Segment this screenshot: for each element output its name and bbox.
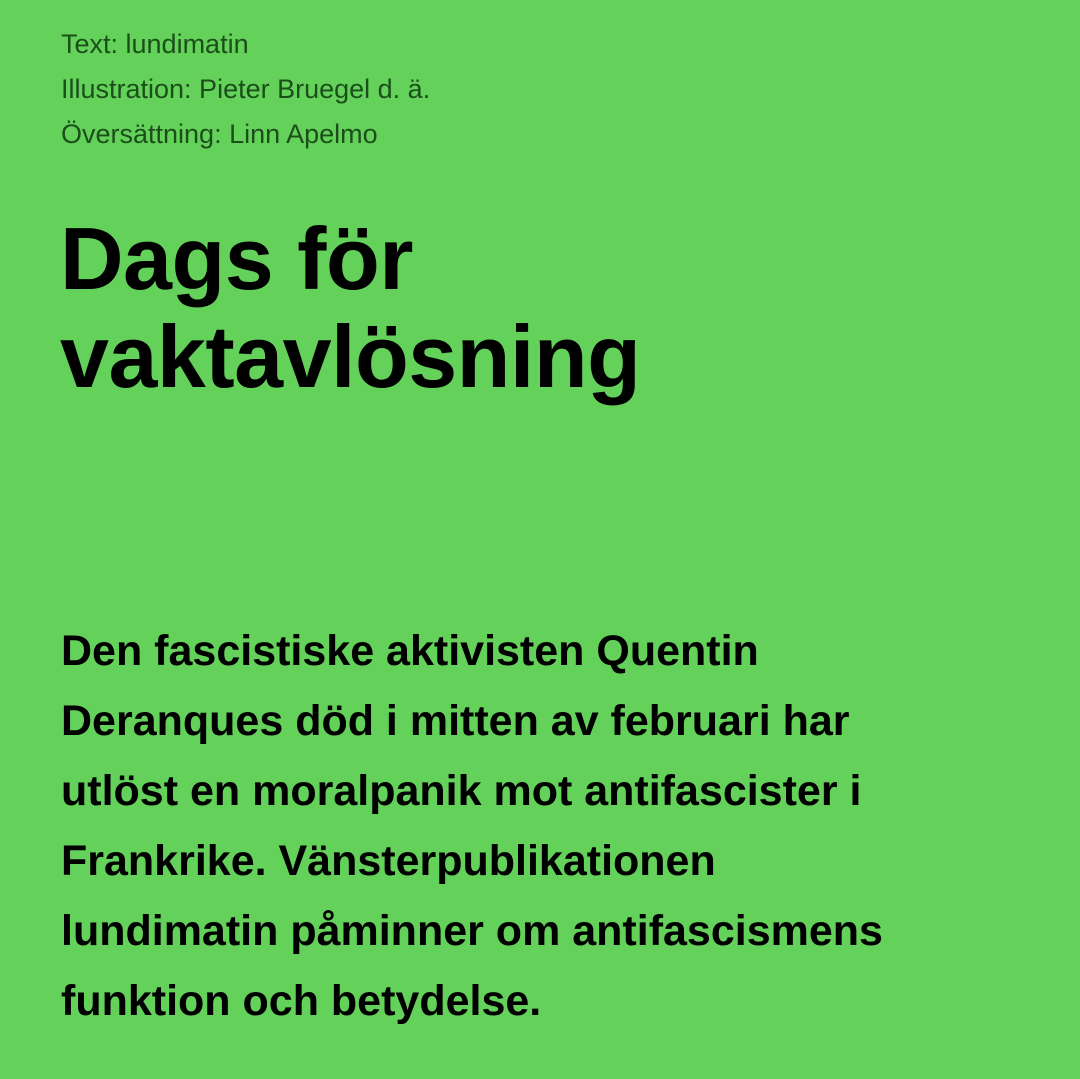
article-title-line-2: vaktavlösning	[60, 307, 641, 406]
article-title	[60, 210, 640, 406]
article-title-line-1: Dags för	[60, 209, 413, 308]
lead-line: funktion och betydelse.	[61, 977, 542, 1025]
article-lead	[61, 616, 1021, 1036]
lead-line: utlöst en moralpanik mot antifascister i	[61, 767, 862, 815]
credit-text-author: Text: lundimatin	[61, 29, 249, 59]
credit-illustration: Illustration: Pieter Bruegel d. ä.	[61, 74, 431, 104]
lead-line: Deranques död i mitten av februari har	[61, 697, 850, 745]
lead-line: Frankrike. Vänsterpublikationen	[61, 837, 716, 885]
credit-translation: Översättning: Linn Apelmo	[61, 119, 378, 149]
article-credits	[61, 22, 430, 157]
lead-line: Den fascistiske aktivisten Quentin	[61, 627, 759, 675]
lead-line: lundimatin påminner om antifascismens	[61, 907, 883, 955]
